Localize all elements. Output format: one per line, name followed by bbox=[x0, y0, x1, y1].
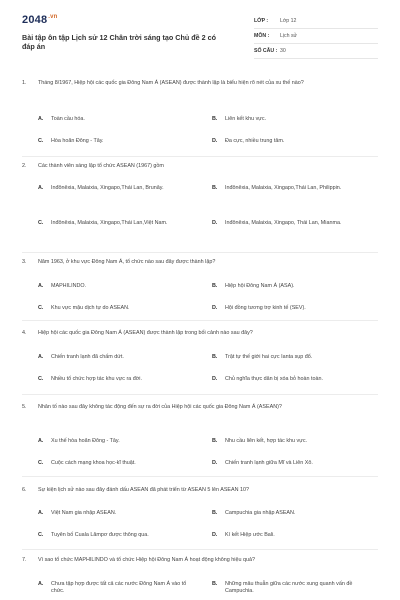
option-text: Inđônêxia, Malaixia, Xingapo,Thái Lan,Việt Nam. bbox=[51, 220, 168, 226]
divider bbox=[22, 320, 378, 321]
question-1 bbox=[22, 80, 382, 150]
option-b[interactable] bbox=[212, 581, 382, 596]
divider bbox=[22, 252, 378, 253]
meta-key: LỚP : bbox=[254, 18, 269, 24]
document-header bbox=[22, 14, 378, 60]
document-meta bbox=[254, 14, 378, 59]
option-text: Inđônêxia, Malaixia, Xingapo, Thái Lan, Mianma. bbox=[225, 220, 342, 226]
meta-subject bbox=[254, 29, 378, 44]
option-b[interactable] bbox=[212, 354, 382, 361]
question-text: Nhân tố nào sau đây không tác động đến sự ra đời của Hiệp hội các quốc gia Đông Nam Á (ASEAN)? bbox=[38, 404, 282, 410]
site-logo[interactable] bbox=[22, 14, 58, 26]
option-text: Hội đồng tương trợ kinh tế (SEV). bbox=[225, 305, 306, 311]
logo-tld: .vn bbox=[48, 14, 58, 21]
option-c[interactable] bbox=[38, 305, 198, 312]
question-text: Năm 1963, ở khu vực Đông Nam Á, tổ chức nào sau đây được thành lập? bbox=[38, 259, 216, 265]
question-number: 2. bbox=[22, 163, 27, 169]
option-text: Cuộc cách mạng khoa học-kĩ thuật. bbox=[51, 460, 136, 466]
option-a[interactable] bbox=[38, 116, 198, 123]
option-text: Khu vực mậu dịch tự do ASEAN. bbox=[51, 305, 130, 311]
option-c[interactable] bbox=[38, 138, 198, 145]
question-text: Sự kiện lịch sử nào sau đây đánh dấu ASEAN đã phát triển từ ASEAN 5 lên ASEAN 10? bbox=[38, 487, 250, 493]
question-number: 1. bbox=[22, 80, 27, 86]
option-letter: B. bbox=[212, 283, 218, 289]
option-letter: D. bbox=[212, 220, 218, 226]
question-stem bbox=[22, 404, 382, 412]
option-a[interactable] bbox=[38, 283, 198, 290]
option-b[interactable] bbox=[212, 185, 382, 192]
option-letter: A. bbox=[38, 185, 44, 191]
option-text: Inđônêxia, Malaixia, Xingapo,Thái Lan, Philippin. bbox=[225, 185, 342, 191]
meta-value: Lịch sử bbox=[280, 33, 298, 39]
option-b[interactable] bbox=[212, 283, 382, 290]
option-letter: D. bbox=[212, 532, 218, 538]
option-letter: C. bbox=[38, 305, 44, 311]
option-letter: B. bbox=[212, 185, 218, 191]
option-text: Liên kết khu vực. bbox=[225, 116, 267, 122]
option-letter: B. bbox=[212, 116, 218, 122]
option-a[interactable] bbox=[38, 510, 198, 517]
option-b[interactable] bbox=[212, 438, 382, 445]
question-text: Tháng 8/1967, Hiệp hội các quốc gia Đông Nam Á (ASEAN) được thành lập là biểu hiện rõ nét của xu thế nào? bbox=[38, 80, 304, 86]
option-d[interactable] bbox=[212, 376, 382, 383]
question-3 bbox=[22, 259, 382, 319]
option-text: Chủ nghĩa thực dân bị xóa bỏ hoàn toàn. bbox=[225, 376, 324, 382]
option-text: Xu thế hòa hoãn Đông - Tây. bbox=[51, 438, 120, 444]
question-4 bbox=[22, 330, 382, 390]
option-text: Hòa hoãn Đông - Tây. bbox=[51, 138, 104, 144]
option-d[interactable] bbox=[212, 305, 382, 312]
option-a[interactable] bbox=[38, 185, 198, 192]
option-letter: B. bbox=[212, 510, 218, 516]
option-c[interactable] bbox=[38, 532, 198, 539]
meta-key: MÔN : bbox=[254, 33, 270, 39]
divider bbox=[22, 476, 378, 477]
question-7 bbox=[22, 557, 382, 600]
question-text: Vì sao tổ chức MAPHILINDO và tổ chức Hiệp hội Đông Nam Á hoạt động không hiệu quả? bbox=[38, 557, 255, 563]
divider bbox=[22, 394, 378, 395]
option-letter: D. bbox=[212, 376, 218, 382]
option-letter: B. bbox=[212, 581, 218, 587]
option-text: Chiến tranh lạnh giữa Mĩ và Liên Xô. bbox=[225, 460, 313, 466]
option-letter: B. bbox=[212, 438, 218, 444]
option-text: Chưa tập hợp được tất cả các nước Đông Nam Á vào tổ chức. bbox=[51, 581, 187, 595]
option-text: MAPHILINDO. bbox=[51, 283, 87, 289]
meta-count bbox=[254, 44, 378, 59]
question-number: 3. bbox=[22, 259, 27, 265]
option-letter: D. bbox=[212, 305, 218, 311]
option-text: Tuyên bố Cuala Lămpơ được thông qua. bbox=[51, 532, 149, 538]
option-text: Nhiều tổ chức hợp tác khu vực ra đời. bbox=[51, 376, 142, 382]
question-stem bbox=[22, 163, 382, 171]
logo-main: 2048 bbox=[22, 14, 48, 26]
document-title: Bài tập ôn tập Lịch sử 12 Chân trời sáng tạo Chủ đề 2 có đáp án bbox=[22, 33, 217, 51]
question-number: 6. bbox=[22, 487, 27, 493]
option-letter: D. bbox=[212, 138, 218, 144]
option-letter: C. bbox=[38, 220, 44, 226]
meta-value: 30 bbox=[280, 48, 286, 54]
option-a[interactable] bbox=[38, 581, 198, 596]
option-d[interactable] bbox=[212, 138, 382, 145]
question-stem bbox=[22, 557, 382, 565]
option-letter: A. bbox=[38, 581, 44, 587]
option-a[interactable] bbox=[38, 354, 198, 361]
divider bbox=[22, 549, 378, 550]
question-text: Hiệp hội các quốc gia Đông Nam Á (ASEAN) được thành lập trong bối cảnh nào sau đây? bbox=[38, 330, 253, 336]
question-number: 7. bbox=[22, 557, 27, 563]
option-text: Đa cực, nhiều trung tâm. bbox=[225, 138, 285, 144]
option-letter: B. bbox=[212, 354, 218, 360]
question-text: Các thành viên sáng lập tổ chức ASEAN (1967) gồm bbox=[38, 163, 164, 169]
option-text: Inđônêxia, Malaixia, Xingapo,Thái Lan, Brunây. bbox=[51, 185, 164, 191]
question-stem bbox=[22, 487, 382, 495]
option-c[interactable] bbox=[38, 376, 198, 383]
option-text: Những mâu thuẫn giữa các nước xung quanh vấn đề Campuchia. bbox=[225, 581, 353, 595]
option-text: Chiến tranh lạnh đã chấm dứt. bbox=[51, 354, 124, 360]
question-number: 4. bbox=[22, 330, 27, 336]
option-text: Trật tự thế giới hai cực Ianta sụp đổ. bbox=[225, 354, 313, 360]
divider bbox=[22, 156, 378, 157]
meta-key: SỐ CÂU : bbox=[254, 48, 278, 54]
question-number: 5. bbox=[22, 404, 27, 410]
option-text: Hiệp hội Đông Nam Á (ASA). bbox=[225, 283, 295, 289]
question-2 bbox=[22, 163, 382, 248]
option-d[interactable] bbox=[212, 460, 382, 467]
option-letter: A. bbox=[38, 510, 44, 516]
option-text: Việt Nam gia nhập ASEAN. bbox=[51, 510, 117, 516]
option-c[interactable] bbox=[38, 220, 198, 227]
option-letter: C. bbox=[38, 460, 44, 466]
option-text: Toàn cầu hóa. bbox=[51, 116, 85, 122]
option-d[interactable] bbox=[212, 532, 382, 539]
option-letter: C. bbox=[38, 138, 44, 144]
option-d[interactable] bbox=[212, 220, 382, 227]
option-letter: C. bbox=[38, 376, 44, 382]
option-text: Nhu cầu liên kết, hợp tác khu vực. bbox=[225, 438, 308, 444]
option-letter: A. bbox=[38, 438, 44, 444]
question-stem bbox=[22, 259, 382, 267]
question-6 bbox=[22, 487, 382, 547]
option-a[interactable] bbox=[38, 438, 198, 445]
option-text: Kí kết Hiệp ước Bali. bbox=[225, 532, 275, 538]
question-stem bbox=[22, 80, 382, 88]
option-text: Campuchia gia nhập ASEAN. bbox=[225, 510, 296, 516]
option-letter: C. bbox=[38, 532, 44, 538]
option-letter: A. bbox=[38, 116, 44, 122]
meta-value: Lớp 12 bbox=[280, 18, 297, 24]
question-5 bbox=[22, 404, 382, 474]
meta-class bbox=[254, 14, 378, 29]
option-b[interactable] bbox=[212, 510, 382, 517]
option-b[interactable] bbox=[212, 116, 382, 123]
option-c[interactable] bbox=[38, 460, 198, 467]
option-letter: A. bbox=[38, 354, 44, 360]
option-letter: D. bbox=[212, 460, 218, 466]
option-letter: A. bbox=[38, 283, 44, 289]
question-stem bbox=[22, 330, 382, 338]
